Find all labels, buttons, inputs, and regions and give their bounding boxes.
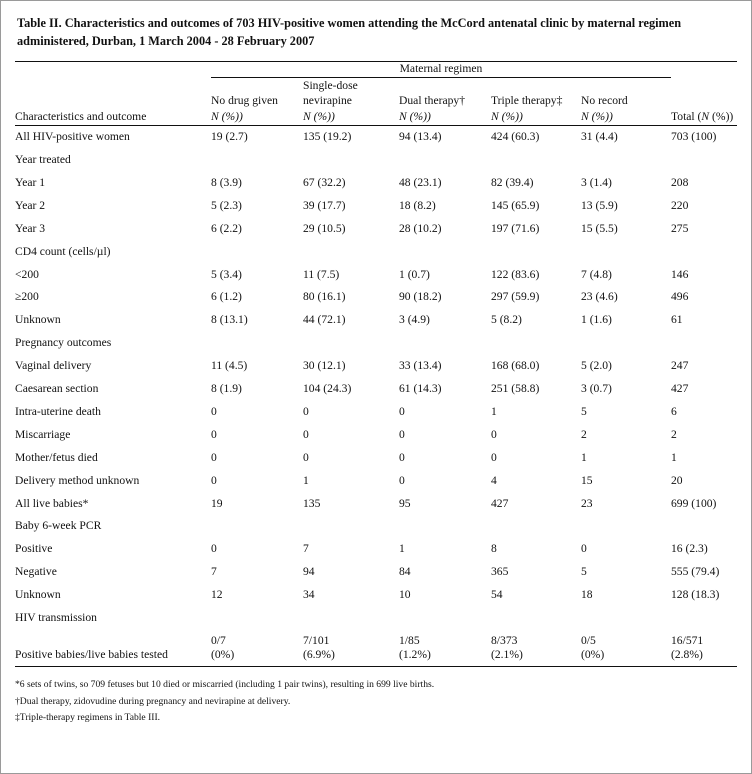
row-label: Year treated: [15, 152, 71, 166]
column-header-single-dose-nevirapine: [303, 77, 399, 124]
row-cell: 15: [581, 473, 593, 487]
row-cell: 0: [211, 404, 217, 418]
row-cell: 29 (10.5): [303, 221, 346, 235]
table-row: [15, 492, 737, 515]
row-cell: 84: [399, 565, 411, 579]
row-cell: 6: [671, 404, 677, 418]
row-cell: 23 (4.6): [581, 290, 618, 304]
row-cell: 699 (100): [671, 496, 717, 510]
table-column-header-row: [15, 77, 737, 124]
row-cell: 8 (13.1): [211, 313, 248, 327]
row-cell: 16/571 (2.8%): [671, 634, 704, 661]
row-label: Negative: [15, 565, 57, 579]
row-cell: 48 (23.1): [399, 175, 442, 189]
row-cell: 54: [491, 588, 503, 602]
table-row: [15, 171, 737, 194]
row-cell: 19: [211, 496, 223, 510]
row-cell: [581, 515, 671, 538]
row-cell: 19 (2.7): [211, 130, 248, 144]
row-cell: 197 (71.6): [491, 221, 540, 235]
row-cell: 94 (13.4): [399, 130, 442, 144]
row-label: Delivery method unknown: [15, 473, 140, 487]
row-cell: [491, 332, 581, 355]
row-cell: 135: [303, 496, 321, 510]
table-bottom-rule: [15, 666, 737, 667]
row-cell: 2: [671, 427, 677, 441]
row-cell: 297 (59.9): [491, 290, 540, 304]
table-row: [15, 469, 737, 492]
column-header-line1: No record: [581, 94, 628, 108]
row-cell: [671, 240, 737, 263]
table-row: [15, 240, 737, 263]
row-cell: 13 (5.9): [581, 198, 618, 212]
column-header-line1: Total (N (%)): [671, 109, 734, 123]
results-table: [15, 61, 737, 668]
row-cell: 427: [671, 382, 689, 396]
row-cell: [399, 515, 491, 538]
row-cell: 5 (2.0): [581, 359, 612, 373]
column-header-line1: Dual therapy†: [399, 94, 465, 108]
row-cell: [581, 148, 671, 171]
row-label: Mother/fetus died: [15, 450, 98, 464]
row-cell: 5: [581, 565, 587, 579]
row-label: Unknown: [15, 588, 61, 602]
row-cell: [211, 240, 303, 263]
row-label: All live babies*: [15, 496, 89, 510]
row-cell: [491, 607, 581, 630]
row-cell: [399, 148, 491, 171]
row-label: Positive: [15, 542, 53, 556]
group-header-stub: [15, 62, 211, 78]
row-cell: 1/85 (1.2%): [399, 634, 431, 661]
table-row: [15, 378, 737, 401]
column-header-line1: Single-dose: [303, 78, 358, 92]
table-row: [15, 538, 737, 561]
row-cell: 3 (1.4): [581, 175, 612, 189]
row-cell: [671, 148, 737, 171]
row-cell: 4: [491, 473, 497, 487]
column-header-no-record: [581, 77, 671, 124]
row-cell: 15 (5.5): [581, 221, 618, 235]
row-cell: 1 (1.6): [581, 313, 612, 327]
row-cell: 0: [211, 542, 217, 556]
row-cell: [671, 515, 737, 538]
row-cell: 34: [303, 588, 315, 602]
row-label: HIV transmission: [15, 611, 97, 625]
row-cell: 7/101 (6.9%): [303, 634, 335, 661]
row-cell: 3 (0.7): [581, 382, 612, 396]
row-cell: 28 (10.2): [399, 221, 442, 235]
row-cell: 220: [671, 198, 689, 212]
table-row: [15, 332, 737, 355]
row-cell: 18 (8.2): [399, 198, 436, 212]
table-caption: Table II. Characteristics and outcomes of 703 HIV-positive women attending the McCord antenatal clinic by maternal regimen administered, Durban, 1 March 2004 - 28 February 2007: [17, 16, 682, 48]
column-header-triple-therapy: [491, 77, 581, 124]
column-header-line2: N (%)): [211, 109, 243, 123]
row-cell: 1: [671, 450, 677, 464]
row-label: Year 1: [15, 175, 46, 189]
row-cell: 0: [581, 542, 587, 556]
row-label: Year 3: [15, 221, 46, 235]
row-label: Pregnancy outcomes: [15, 336, 112, 350]
row-cell: 80 (16.1): [303, 290, 346, 304]
row-cell: 145 (65.9): [491, 198, 540, 212]
table-row: [15, 194, 737, 217]
table-row: [15, 561, 737, 584]
row-cell: [581, 240, 671, 263]
row-cell: 0: [303, 450, 309, 464]
row-cell: 30 (12.1): [303, 359, 346, 373]
group-header-filler: [671, 62, 737, 78]
row-cell: 555 (79.4): [671, 565, 720, 579]
row-cell: 122 (83.6): [491, 267, 540, 281]
row-cell: 275: [671, 221, 689, 235]
row-cell: 1: [581, 450, 587, 464]
row-label: Caesarean section: [15, 382, 99, 396]
footnote: ‡Triple-therapy regimens in Table III.: [15, 712, 161, 724]
row-cell: 44 (72.1): [303, 313, 346, 327]
row-cell: 496: [671, 290, 689, 304]
row-cell: 0: [399, 404, 405, 418]
row-cell: 67 (32.2): [303, 175, 346, 189]
row-cell: 5: [581, 404, 587, 418]
row-cell: 95: [399, 496, 411, 510]
row-cell: 20: [671, 473, 683, 487]
row-cell: 7 (4.8): [581, 267, 612, 281]
row-label: Vaginal delivery: [15, 359, 92, 373]
table-row: [15, 515, 737, 538]
table-row: [15, 125, 737, 148]
table-row: [15, 263, 737, 286]
row-label: Miscarriage: [15, 427, 71, 441]
row-cell: 33 (13.4): [399, 359, 442, 373]
row-cell: 5 (8.2): [491, 313, 522, 327]
row-cell: 11 (4.5): [211, 359, 248, 373]
row-cell: 1: [399, 542, 405, 556]
row-cell: 0: [303, 404, 309, 418]
row-cell: 0: [303, 427, 309, 441]
row-cell: 2: [581, 427, 587, 441]
row-cell: 8 (3.9): [211, 175, 242, 189]
group-header-maternal-regimen: Maternal regimen: [211, 62, 671, 78]
row-cell: [581, 607, 671, 630]
row-cell: 251 (58.8): [491, 382, 540, 396]
column-header-line2: N (%)): [399, 109, 431, 123]
row-cell: [211, 607, 303, 630]
row-cell: 128 (18.3): [671, 588, 720, 602]
column-header-dual-therapy: [399, 77, 491, 124]
row-cell: [671, 607, 737, 630]
row-cell: [303, 332, 399, 355]
table-row: [15, 607, 737, 630]
row-cell: 0: [491, 427, 497, 441]
footnote: *6 sets of twins, so 709 fetuses but 10 died or miscarried (including 1 pair twins), resulting in 699 live births.: [15, 679, 435, 691]
row-cell: [671, 332, 737, 355]
column-header-line1b: nevirapine: [303, 94, 352, 108]
row-cell: [399, 332, 491, 355]
row-cell: 10: [399, 588, 411, 602]
column-header-line2: N (%)): [491, 109, 523, 123]
table-row: [15, 286, 737, 309]
table-row: [15, 584, 737, 607]
table-row: [15, 423, 737, 446]
row-cell: 0/5 (0%): [581, 634, 605, 661]
row-cell: 12: [211, 588, 223, 602]
row-cell: [211, 148, 303, 171]
row-cell: 5 (3.4): [211, 267, 242, 281]
row-cell: 1: [303, 473, 309, 487]
row-cell: 6 (2.2): [211, 221, 242, 235]
table-row: [15, 217, 737, 240]
row-cell: [581, 332, 671, 355]
row-cell: 247: [671, 359, 689, 373]
row-cell: 0: [211, 473, 217, 487]
row-cell: 7: [211, 565, 217, 579]
row-cell: 61: [671, 313, 683, 327]
row-cell: 1: [491, 404, 497, 418]
row-cell: 7: [303, 542, 309, 556]
row-cell: 61 (14.3): [399, 382, 442, 396]
row-cell: 0: [399, 473, 405, 487]
row-cell: 0/7 (0%): [211, 634, 235, 661]
row-cell: 8 (1.9): [211, 382, 242, 396]
row-cell: 168 (68.0): [491, 359, 540, 373]
row-cell: [491, 515, 581, 538]
row-label: Baby 6-week PCR: [15, 519, 102, 533]
row-cell: 703 (100): [671, 130, 717, 144]
row-cell: 135 (19.2): [303, 130, 352, 144]
row-cell: 0: [211, 427, 217, 441]
row-cell: [399, 240, 491, 263]
row-cell: 90 (18.2): [399, 290, 442, 304]
row-cell: 23: [581, 496, 593, 510]
row-cell: 31 (4.4): [581, 130, 618, 144]
row-cell: 0: [211, 450, 217, 464]
row-cell: 8/373 (2.1%): [491, 634, 523, 661]
table-row: [15, 309, 737, 332]
row-cell: 18: [581, 588, 593, 602]
column-header-line1: No drug given: [211, 94, 278, 108]
row-cell: 365: [491, 565, 509, 579]
column-header-total: [671, 77, 737, 124]
row-cell: 39 (17.7): [303, 198, 346, 212]
row-cell: 208: [671, 175, 689, 189]
row-cell: 5 (2.3): [211, 198, 242, 212]
row-cell: 8: [491, 542, 497, 556]
row-cell: 11 (7.5): [303, 267, 340, 281]
row-cell: 3 (4.9): [399, 313, 430, 327]
row-label: Year 2: [15, 198, 46, 212]
row-cell: 0: [399, 450, 405, 464]
column-header-line2: N (%)): [581, 109, 613, 123]
table-row: [15, 400, 737, 423]
row-label: All HIV-positive women: [15, 130, 130, 144]
row-cell: 146: [671, 267, 689, 281]
row-cell: 424 (60.3): [491, 130, 540, 144]
row-label: Intra-uterine death: [15, 404, 101, 418]
row-cell: [211, 332, 303, 355]
row-cell: [303, 607, 399, 630]
row-cell: 94: [303, 565, 315, 579]
row-cell: [399, 607, 491, 630]
row-label: CD4 count (cells/µl): [15, 244, 111, 258]
table-group-header-row: [15, 62, 737, 78]
table-row: [15, 630, 737, 667]
table-row: [15, 355, 737, 378]
row-cell: 1 (0.7): [399, 267, 430, 281]
table-row: [15, 148, 737, 171]
row-label: ≥200: [15, 290, 39, 304]
row-cell: 6 (1.2): [211, 290, 242, 304]
row-label: <200: [15, 267, 39, 281]
footnote: †Dual therapy, zidovudine during pregnancy and nevirapine at delivery.: [15, 695, 291, 707]
row-cell: 16 (2.3): [671, 542, 708, 556]
row-cell: [491, 148, 581, 171]
row-cell: [303, 515, 399, 538]
row-cell: 82 (39.4): [491, 175, 534, 189]
row-cell: [303, 148, 399, 171]
row-cell: 427: [491, 496, 509, 510]
row-cell: [303, 240, 399, 263]
column-header-characteristics: Characteristics and outcome: [15, 109, 147, 123]
row-cell: [491, 240, 581, 263]
table-body: [15, 125, 737, 666]
column-header-line1: Triple therapy‡: [491, 94, 563, 108]
table-footnotes: [15, 677, 737, 727]
column-header-line2: N (%)): [303, 109, 335, 123]
column-header-no-drug-given: [211, 77, 303, 124]
row-cell: [211, 515, 303, 538]
row-label: Positive babies/live babies tested: [15, 647, 168, 661]
table-row: [15, 446, 737, 469]
row-cell: 104 (24.3): [303, 382, 352, 396]
row-cell: 0: [399, 427, 405, 441]
row-label: Unknown: [15, 313, 61, 327]
row-cell: 0: [491, 450, 497, 464]
